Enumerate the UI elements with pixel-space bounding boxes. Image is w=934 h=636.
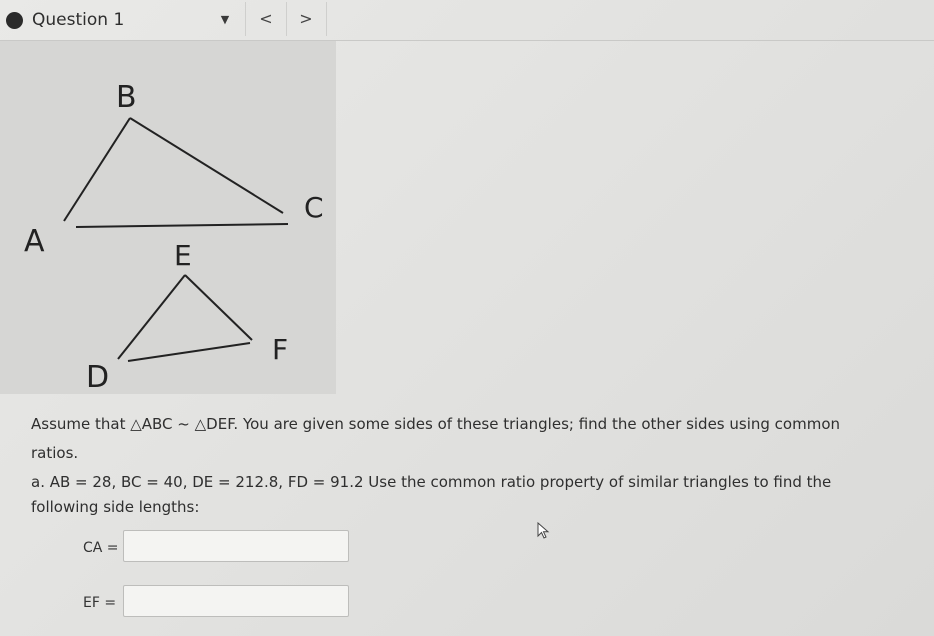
ca-label: CA =	[83, 540, 119, 556]
question-status-dot-icon	[6, 12, 23, 29]
vertex-label-e: E	[174, 239, 192, 272]
side-bc	[130, 118, 283, 213]
ca-answer-input[interactable]	[123, 530, 349, 562]
vertex-label-b: B	[116, 80, 137, 115]
part-a-prompt-continued: following side lengths:	[31, 498, 200, 516]
ef-label: EF =	[83, 595, 117, 611]
side-ed	[118, 275, 185, 359]
triangles-figure	[0, 41, 336, 394]
question-prompt-continued: ratios.	[31, 444, 79, 462]
part-a-prompt: a. AB = 28, BC = 40, DE = 212.8, FD = 91.2 Use the common ratio property of similar triangles to find the	[31, 473, 832, 491]
mouse-pointer-icon	[537, 522, 551, 540]
vertex-label-d: D	[86, 360, 110, 394]
question-dropdown-icon[interactable]: ▼	[220, 13, 230, 26]
next-question-button[interactable]: >	[286, 2, 327, 36]
vertex-label-f: F	[272, 333, 289, 366]
previous-question-button[interactable]: <	[245, 2, 287, 36]
side-df	[128, 343, 250, 361]
side-ba	[64, 118, 130, 221]
question-prompt: Assume that △ABC ~ △DEF. You are given some sides of these triangles; find the other sides using common	[31, 415, 841, 433]
question-header	[0, 0, 934, 41]
side-ac	[76, 224, 288, 227]
side-ef	[185, 275, 252, 340]
question-title: Question 1	[32, 10, 125, 30]
vertex-label-c: C	[304, 191, 324, 224]
vertex-label-a: A	[24, 224, 45, 259]
ef-answer-input[interactable]	[123, 585, 349, 617]
